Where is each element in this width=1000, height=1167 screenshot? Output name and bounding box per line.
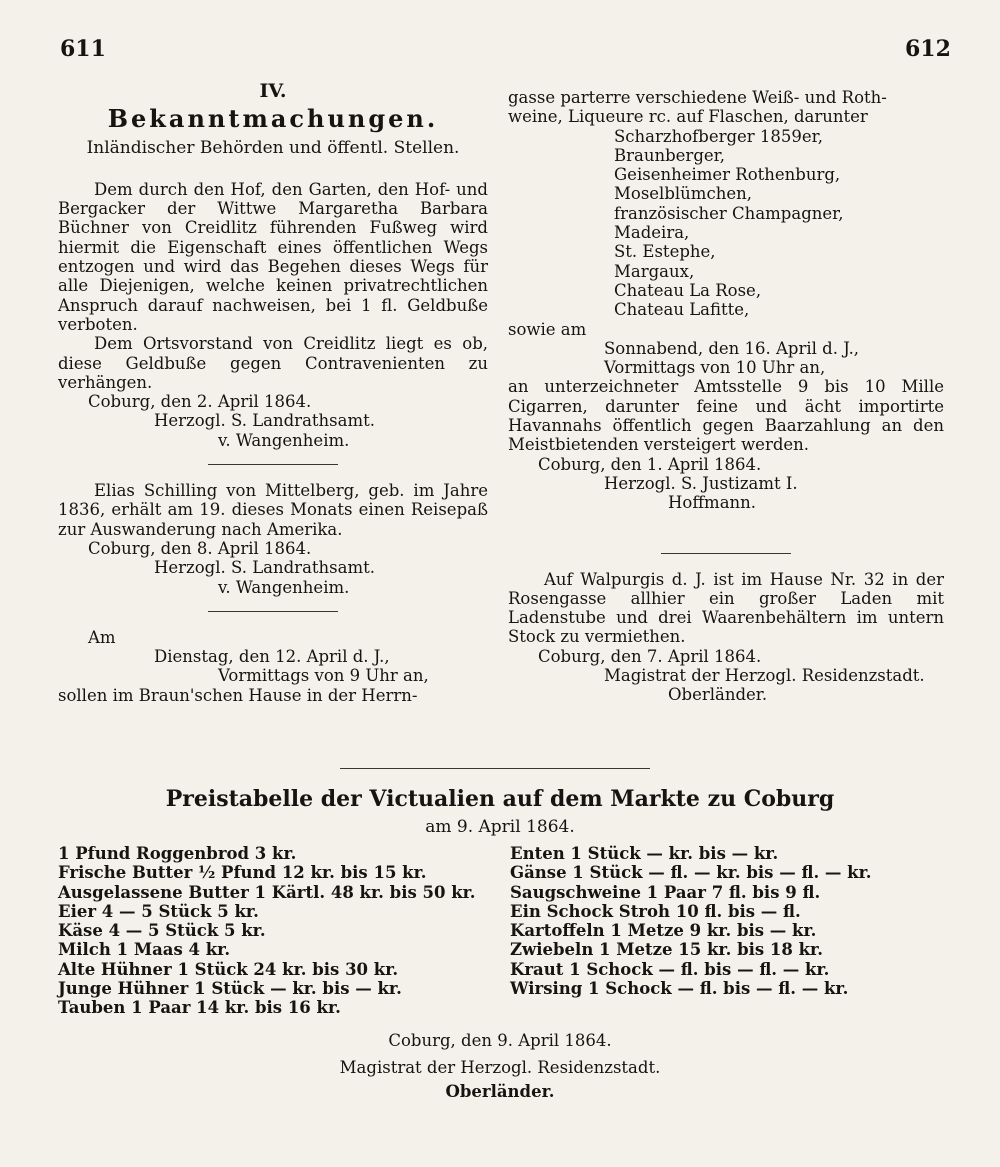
wine-item: französischer Champagner,: [614, 203, 844, 223]
notice1-paragraph1: Dem durch den Hof, den Garten, den Hof- und Bergacker der Wittwe Margaretha Barbara Büchner von Creidlitz führenden Fußweg wird hiermit die Eigenschaft eines öffentlichen Wegs entzogen und wird das Begehen dieses Wegs für alle Diejenigen, welche keinen privatrechtlichen Anspruch darauf nachweisen, bei 1 fl. Geldbuße verboten.: [58, 179, 488, 334]
price-table-footer-signer: Oberländer.: [445, 1082, 555, 1101]
section-number: IV.: [259, 80, 287, 102]
price-list-left: [58, 844, 488, 1018]
price-item: Alte Hühner 1 Stück 24 kr. bis 30 kr.: [58, 959, 399, 979]
price-table-date: am 9. April 1864.: [425, 817, 575, 837]
notice2-date: Coburg, den 8. April 1864.: [88, 538, 312, 558]
price-item: Zwiebeln 1 Metze 15 kr. bis 18 kr.: [510, 940, 823, 960]
price-table-footer-date: Coburg, den 9. April 1864.: [388, 1031, 612, 1050]
notice-divider: [208, 464, 338, 465]
section-title: Bekanntmachungen.: [107, 104, 439, 134]
notice3-sowie: sowie am: [508, 319, 587, 339]
notice3-day: Dienstag, den 12. April d. J.,: [154, 647, 390, 667]
price-item: Junge Hühner 1 Stück — kr. bis — kr.: [58, 979, 402, 999]
price-item: Gänse 1 Stück — fl. — kr. bis — fl. — kr.: [510, 863, 872, 883]
notice4-date: Coburg, den 7. April 1864.: [538, 646, 762, 666]
notice3-auction-text: an unterzeichneter Amtsstelle 9 bis 10 Mille Cigarren, darunter feine und ächt importirte Havannahs öffentlich gegen Baarzahlung an den Meistbietenden versteigert werden.: [508, 377, 944, 455]
wine-item: Braunberger,: [614, 145, 725, 165]
notice1-paragraph2: Dem Ortsvorstand von Creidlitz liegt es ob, diese Geldbuße gegen Contravenienten zu verhängen.: [58, 334, 488, 392]
price-table-title: Preistabelle der Victualien auf dem Markte zu Coburg: [165, 786, 835, 812]
price-item: Milch 1 Maas 4 kr.: [58, 940, 231, 960]
wine-item: St. Estephe,: [614, 242, 716, 262]
notice3-line: sollen im Braun'schen Hause in der Herrn-: [58, 685, 418, 705]
wine-item: Geisenheimer Rothenburg,: [614, 165, 841, 185]
notice2-signer: v. Wangenheim.: [218, 577, 350, 597]
notice3-am: Am: [88, 627, 116, 647]
price-item: Ausgelassene Butter 1 Kärtl. 48 kr. bis 50 kr.: [58, 882, 476, 902]
page-number-right: 612: [905, 36, 951, 62]
price-item: Enten 1 Stück — kr. bis — kr.: [510, 844, 779, 863]
notice3-time: Vormittags von 9 Uhr an,: [218, 666, 429, 686]
wine-item: Madeira,: [614, 223, 690, 243]
price-item: Eier 4 — 5 Stück 5 kr.: [58, 901, 259, 921]
price-item: Ein Schock Stroh 10 fl. bis — fl.: [510, 901, 801, 921]
section-divider: [340, 768, 650, 769]
notice3-time2: Vormittags von 10 Uhr an,: [604, 358, 826, 378]
notice1-date: Coburg, den 2. April 1864.: [88, 392, 312, 412]
right-column: [508, 88, 944, 705]
section-subtitle: Inländischer Behörden und öffentl. Stellen.: [86, 137, 460, 158]
price-item: Saugschweine 1 Paar 7 fl. bis 9 fl.: [510, 882, 821, 902]
price-item: Tauben 1 Paar 14 kr. bis 16 kr.: [58, 998, 341, 1018]
wine-item: Chateau Lafitte,: [614, 300, 750, 320]
page-number-left: 611: [60, 36, 106, 62]
notice2-paragraph: Elias Schilling von Mittelberg, geb. im Jahre 1836, erhält am 19. dieses Monats einen Reisepaß zur Auswanderung nach Amerika.: [58, 481, 488, 539]
price-list-right: [510, 844, 950, 998]
notice3-cont-line2: weine, Liqueure rc. auf Flaschen, darunter: [508, 107, 868, 127]
notice4-office: Magistrat der Herzogl. Residenzstadt.: [604, 666, 925, 686]
notice3-office: Herzogl. S. Justizamt I.: [604, 473, 798, 493]
wine-item: Moselblümchen,: [614, 184, 752, 204]
notice3-date: Coburg, den 1. April 1864.: [538, 454, 762, 474]
price-item: Käse 4 — 5 Stück 5 kr.: [58, 921, 266, 941]
notice4-signer: Oberländer.: [668, 685, 768, 705]
price-table-footer-office: Magistrat der Herzogl. Residenzstadt.: [339, 1058, 661, 1077]
price-item: Frische Butter ½ Pfund 12 kr. bis 15 kr.: [58, 863, 427, 883]
left-column: [58, 82, 488, 705]
notice3-cont-line1: gasse parterre verschiedene Weiß- und Roth-: [508, 88, 887, 107]
notice1-signer: v. Wangenheim.: [218, 430, 350, 450]
notice-divider: [661, 553, 791, 554]
notice3-signer: Hoffmann.: [668, 493, 757, 513]
price-item: Kraut 1 Schock — fl. bis — fl. — kr.: [510, 959, 830, 979]
wine-item: Chateau La Rose,: [614, 280, 762, 300]
wine-item: Scharzhofberger 1859er,: [614, 126, 824, 146]
wine-item: Margaux,: [614, 261, 695, 281]
price-item: Wirsing 1 Schock — fl. bis — fl. — kr.: [510, 979, 849, 999]
price-item: 1 Pfund Roggenbrod 3 kr.: [58, 844, 297, 863]
notice4-paragraph: Auf Walpurgis d. J. ist im Hause Nr. 32 in der Rosengasse allhier ein großer Laden mit Ladenstube und drei Waarenbehältern im untern Stock zu vermiethen.: [508, 569, 944, 647]
notice1-office: Herzogl. S. Landrathsamt.: [154, 411, 375, 431]
notice3-day2: Sonnabend, den 16. April d. J.,: [604, 338, 860, 358]
notice2-office: Herzogl. S. Landrathsamt.: [154, 558, 375, 578]
notice-divider: [208, 611, 338, 612]
price-item: Kartoffeln 1 Metze 9 kr. bis — kr.: [510, 921, 817, 941]
